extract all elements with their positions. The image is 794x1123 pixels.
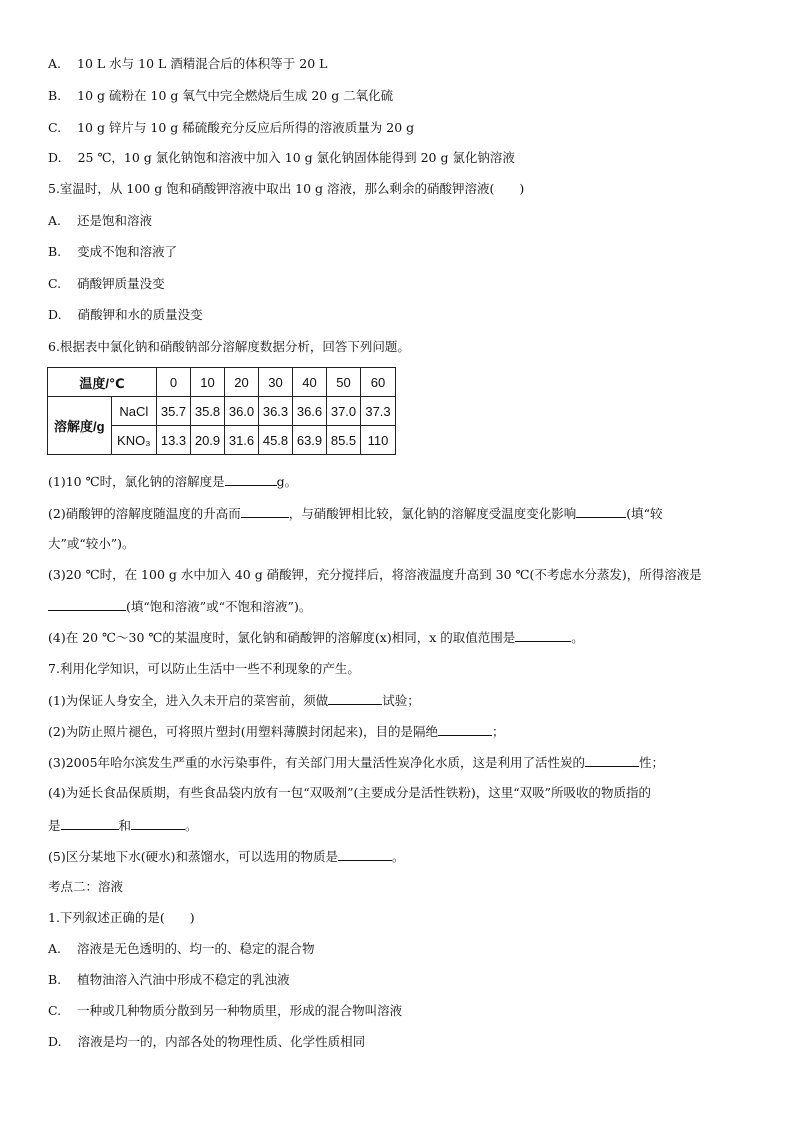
table-cell: 30: [259, 368, 293, 397]
row-label-kno3: KNO₃: [111, 426, 156, 455]
table-cell: 36.6: [293, 397, 327, 426]
q7-sub3: (3)2005年哈尔滨发生严重的水污染事件，有关部门用大量活性炭净化水质，这是利用了活性炭的 性；: [48, 755, 665, 770]
table-row: [48, 368, 396, 397]
q7-sub5: (5)区分某地下水(硬水)和蒸馏水，可以选用的物质是 。: [48, 849, 405, 864]
table-cell: 0: [157, 368, 191, 397]
q5-option-b: B. 变成不饱和溶液了: [48, 244, 178, 259]
table-cell: 10: [191, 368, 225, 397]
answer-blank[interactable]: [61, 817, 119, 830]
table-row: [48, 397, 396, 426]
table-cell: 63.9: [293, 426, 327, 455]
q6-sub4: (4)在 20 ℃～30 ℃的某温度时，氯化钠和硝酸钾的溶解度(x)相同，x 的取值范围是 。: [48, 630, 584, 645]
s2-q1-stem: 1.下列叙述正确的是( ): [48, 910, 195, 925]
q7-sub1: (1)为保证人身安全，进入久未开启的菜窖前，须做 试验；: [48, 693, 420, 708]
table-cell: 35.7: [157, 397, 191, 426]
q7-sub4: (4)为延长食品保质期，有些食品袋内放有一包“双吸剂”(主要成分是活性铁粉)，这里“双吸”所吸收的物质指的: [48, 785, 652, 800]
q4-option-c: C. 10 g 锌片与 10 g 稀硫酸充分反应后所得的溶液质量为 20 g: [48, 120, 415, 135]
table-cell: 31.6: [225, 426, 259, 455]
table-cell: 37.3: [361, 397, 396, 426]
answer-blank[interactable]: [585, 754, 639, 767]
s2-option-b: B. 植物油溶入汽油中形成不稳定的乳浊液: [48, 972, 290, 987]
table-cell: 20: [225, 368, 259, 397]
answer-blank[interactable]: [48, 598, 126, 611]
q6-sub3-cont: (填“饱和溶液”或“不饱和溶液”)。: [48, 598, 311, 615]
answer-blank[interactable]: [576, 505, 626, 518]
q6-sub2: (2)硝酸钾的溶解度随温度的升高而 ，与硝酸钾相比较，氯化钠的溶解度受温度变化影响 (填“较: [48, 506, 663, 521]
q5-option-c: C. 硝酸钾质量没变: [48, 276, 165, 291]
s2-option-c: C. 一种或几种物质分散到另一种物质里，形成的混合物叫溶液: [48, 1003, 403, 1018]
answer-blank[interactable]: [328, 692, 382, 705]
answer-blank[interactable]: [515, 629, 571, 642]
table-cell: 85.5: [327, 426, 361, 455]
section-title: 考点二：溶液: [48, 879, 124, 894]
table-cell: 20.9: [191, 426, 225, 455]
table-cell: 35.8: [191, 397, 225, 426]
solubility-header: 溶解度/g: [48, 397, 112, 455]
q5-option-a: A. 还是饱和溶液: [48, 213, 153, 228]
q4-option-a: A. 10 L 水与 10 L 酒精混合后的体积等于 20 L: [48, 56, 328, 71]
q7-sub4-cont: 是 和 。: [48, 818, 198, 833]
temperature-header: 温度/℃: [48, 368, 157, 397]
q7-stem: 7.利用化学知识，可以防止生活中一些不利现象的产生。: [48, 661, 360, 676]
answer-blank[interactable]: [131, 817, 185, 830]
s2-option-d: D. 溶液是均一的，内部各处的物理性质、化学性质相同: [48, 1034, 366, 1049]
table-cell: 36.0: [225, 397, 259, 426]
table-cell: 37.0: [327, 397, 361, 426]
q5-option-d: D. 硝酸钾和水的质量没变: [48, 307, 203, 322]
table-cell: 36.3: [259, 397, 293, 426]
q6-sub2-cont: 大”或“较小”)。: [48, 536, 135, 551]
answer-blank[interactable]: [225, 473, 277, 486]
q4-option-d: D. 25 ℃，10 g 氯化钠饱和溶液中加入 10 g 氯化钠固体能得到 20 g 氯化钠溶液: [48, 150, 515, 165]
row-label-nacl: NaCl: [111, 397, 156, 426]
solubility-table: [47, 367, 396, 455]
table-cell: 60: [361, 368, 396, 397]
answer-blank[interactable]: [338, 848, 392, 861]
q6-stem: 6.根据表中氯化钠和硝酸钠部分溶解度数据分析，回答下列问题。: [48, 339, 410, 354]
q6-sub1: (1)10 ℃时，氯化钠的溶解度是 g。: [48, 474, 298, 489]
answer-blank[interactable]: [438, 723, 492, 736]
q5-stem: 5.室温时，从 100 g 饱和硝酸钾溶液中取出 10 g 溶液，那么剩余的硝酸钾溶液( ): [48, 181, 525, 196]
s2-option-a: A. 溶液是无色透明的、均一的、稳定的混合物: [48, 941, 315, 956]
table-cell: 45.8: [259, 426, 293, 455]
answer-blank[interactable]: [241, 505, 289, 518]
q4-option-b: B. 10 g 硫粉在 10 g 氧气中完全燃烧后生成 20 g 二氧化硫: [48, 88, 394, 103]
table-cell: 13.3: [157, 426, 191, 455]
table-cell: 40: [293, 368, 327, 397]
table-cell: 50: [327, 368, 361, 397]
table-cell: 110: [361, 426, 396, 455]
q7-sub2: (2)为防止照片褪色，可将照片塑封(用塑料薄膜封闭起来)，目的是隔绝 ；: [48, 724, 505, 739]
q6-sub3: (3)20 ℃时，在 100 g 水中加入 40 g 硝酸钾，充分搅拌后，将溶液温度升高到 30 ℃(不考虑水分蒸发)，所得溶液是: [48, 567, 702, 582]
